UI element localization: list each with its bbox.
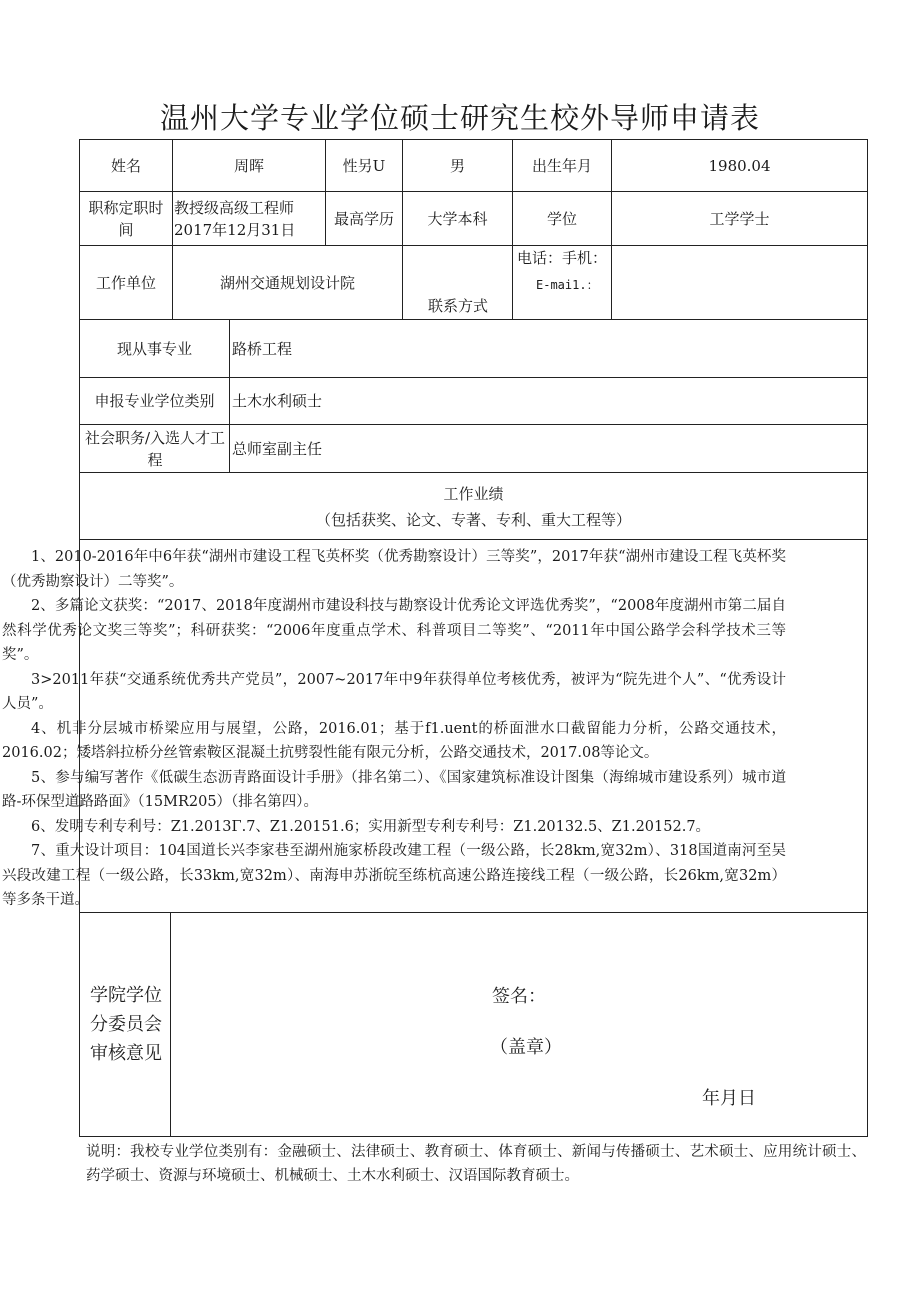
birth-value: 1980.04: [708, 156, 771, 175]
degree-category-value: 土木水利硕士: [232, 392, 323, 410]
achievement-item: 4、机非分层城市桥梁应用与展望，公路，2016.01；基于f1.uent的桥面泄水口截留能力分析，公路交通技术，2016.02；矮塔斜拉桥分丝管索鞍区混凝土抗劈裂性能有限元分析，公路交通技术，2017.08等论文。: [2, 720, 786, 761]
achievement-item: 2、多篇论文获奖：“2017、2018年度湖州市建设科技与勘察设计优秀论文评选优秀奖”，“2008年度湖州市第二届自然科学优秀论文奖三等奖”；科研获奖：“2006年度重点学术、科普项目二等奖”、“2011年中国公路学会科学技术三等奖”。: [2, 598, 786, 663]
edu-value: 大学本科: [427, 209, 488, 228]
achievement-item: 6、发明专利专利号：Z1.2013Γ.7、Z1.20151.6；实用新型专利专利号：Z1.20132.5、Z1.20152.7。: [31, 818, 711, 835]
seal-label: （盖章）: [490, 1037, 562, 1058]
achievements-subheading: （包括获奖、论文、专著、专利、重大工程等）: [315, 511, 631, 529]
footnote: 说明：我校专业学位类别有：金融硕士、法律硕士、教育硕士、体育硕士、新闻与传播硕士、艺术硕士、应用统计硕士、药学硕士、资源与环境硕士、机械硕士、土木水利硕士、汉语国际教育硕士。: [86, 1144, 866, 1184]
row-divider: [80, 539, 867, 540]
col-divider: [229, 319, 230, 472]
signature-label: 签名：: [492, 986, 546, 1007]
contact-label: 联系方式: [428, 297, 489, 315]
page-title: 温州大学专业学位硕士研究生校外导师申请表: [159, 101, 760, 135]
achievement-item: 7、重大设计项目：104国道长兴李家巷至湖州施家桥段改建工程（一级公路，长28km,宽32m）、318国道南河至吴兴段改建工程（一级公路，长33km,宽32m）、南海申苏浙皖至练杭高速公路连接线工程（一级公路，长26km,宽32m）等多条干道。: [2, 843, 786, 908]
degree-label: 学位: [546, 209, 577, 228]
title-label: 职称定职时间: [88, 198, 164, 239]
email-label: E-mai1.：: [536, 278, 599, 292]
title-value-line2: 2017年12月31日: [174, 221, 296, 239]
unit-label: 工作单位: [95, 273, 156, 292]
social-position-value: 总师室副主任: [232, 439, 323, 458]
achievement-item: 3>2011年获“交通系统优秀共产党员”，2007~2017年中9年获得单位考核优秀，被评为“院先进个人”、“优秀设计人员”。: [2, 671, 786, 712]
gender-label: 性另U: [342, 156, 386, 175]
date-label: 年月日: [702, 1088, 756, 1109]
social-position-label: 社会职务/入选人才工程: [84, 428, 226, 469]
name-value: 周晖: [233, 156, 264, 175]
unit-value: 湖州交通规划设计院: [219, 273, 355, 292]
row-divider: [80, 472, 867, 473]
review-label: 学院学位分委员会审核意见: [90, 984, 162, 1064]
degree-category-label: 申报专业学位类别: [94, 392, 215, 410]
achievement-item: 5、参与编写著作《低碳生态沥青路面设计手册》（排名第二）、《国家建筑标准设计图集（海绵城市建设系列）城市道路-环保型道路路面》（15MR205）（排名第四）。: [2, 769, 786, 810]
edu-label: 最高学历: [333, 209, 394, 228]
gender-value: 男: [449, 156, 465, 175]
specialty-label: 现从事专业: [116, 339, 192, 358]
degree-value: 工学学士: [709, 209, 770, 228]
achievements-heading: 工作业绩: [443, 485, 504, 503]
specialty-value: 路桥工程: [232, 339, 293, 358]
phone-label: 电话：手机：: [517, 249, 608, 267]
name-label: 姓名: [110, 156, 141, 175]
col-divider: [170, 912, 171, 1136]
title-value: [174, 197, 324, 241]
title-value-line1: 教授级高级工程师: [174, 199, 295, 217]
birth-label: 出生年月: [531, 156, 592, 175]
achievements-list: [2, 545, 786, 913]
achievement-item: 1、2010-2016年中6年获“湖州市建设工程飞英杯奖（优秀勘察设计）三等奖”，2017年获“湖州市建设工程飞英杯奖（优秀勘察设计）二等奖”。: [2, 549, 786, 590]
